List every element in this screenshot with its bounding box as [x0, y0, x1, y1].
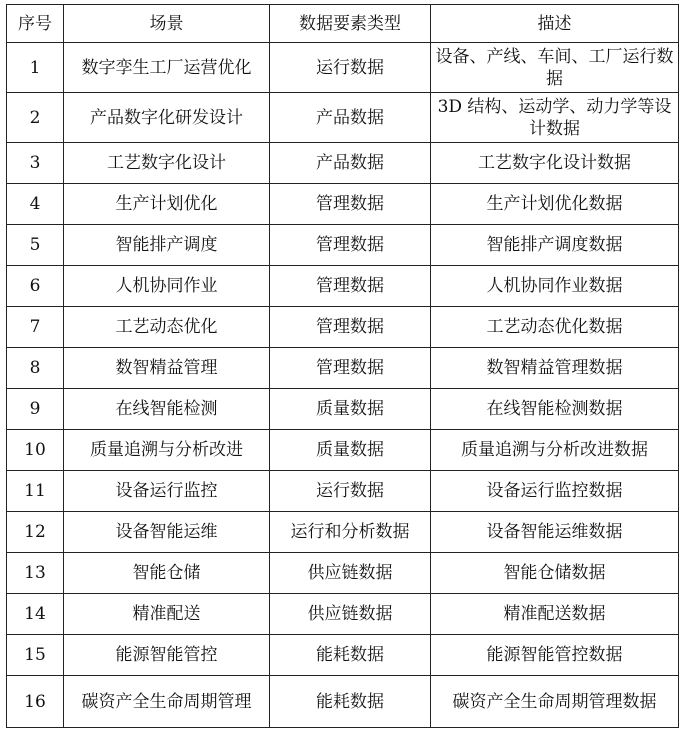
cell-desc: 质量追溯与分析改进数据 [431, 430, 679, 471]
cell-scene: 生产计划优化 [64, 184, 270, 225]
cell-no: 1 [7, 43, 64, 93]
cell-desc: 智能仓储数据 [431, 553, 679, 594]
cell-type: 管理数据 [270, 266, 431, 307]
cell-no: 10 [7, 430, 64, 471]
header-no: 序号 [7, 5, 64, 43]
cell-type: 能耗数据 [270, 676, 431, 728]
cell-type: 质量数据 [270, 389, 431, 430]
cell-desc: 生产计划优化数据 [431, 184, 679, 225]
cell-scene: 工艺数字化设计 [64, 143, 270, 184]
cell-desc: 工艺数字化设计数据 [431, 143, 679, 184]
cell-type: 能耗数据 [270, 635, 431, 676]
cell-no: 5 [7, 225, 64, 266]
cell-scene: 设备智能运维 [64, 512, 270, 553]
cell-type: 管理数据 [270, 225, 431, 266]
cell-type: 供应链数据 [270, 553, 431, 594]
cell-desc: 设备运行监控数据 [431, 471, 679, 512]
cell-scene: 数字孪生工厂运营优化 [64, 43, 270, 93]
cell-scene: 在线智能检测 [64, 389, 270, 430]
scenario-data-table [6, 4, 679, 728]
cell-scene: 产品数字化研发设计 [64, 93, 270, 143]
table-row [7, 594, 679, 635]
cell-desc: 3D 结构、运动学、动力学等设计数据 [431, 93, 679, 143]
cell-scene: 工艺动态优化 [64, 307, 270, 348]
cell-type: 运行和分析数据 [270, 512, 431, 553]
table-row [7, 471, 679, 512]
cell-scene: 智能仓储 [64, 553, 270, 594]
table-row [7, 225, 679, 266]
cell-type: 供应链数据 [270, 594, 431, 635]
cell-desc: 碳资产全生命周期管理数据 [431, 676, 679, 728]
table-row [7, 93, 679, 143]
cell-scene: 质量追溯与分析改进 [64, 430, 270, 471]
table-row [7, 676, 679, 728]
table-row [7, 266, 679, 307]
header-type: 数据要素类型 [270, 5, 431, 43]
cell-scene: 精准配送 [64, 594, 270, 635]
cell-no: 13 [7, 553, 64, 594]
cell-desc: 数智精益管理数据 [431, 348, 679, 389]
cell-no: 4 [7, 184, 64, 225]
cell-no: 16 [7, 676, 64, 728]
cell-scene: 人机协同作业 [64, 266, 270, 307]
cell-type: 管理数据 [270, 307, 431, 348]
cell-type: 运行数据 [270, 43, 431, 93]
cell-no: 12 [7, 512, 64, 553]
cell-no: 14 [7, 594, 64, 635]
cell-no: 7 [7, 307, 64, 348]
cell-desc: 智能排产调度数据 [431, 225, 679, 266]
cell-desc: 工艺动态优化数据 [431, 307, 679, 348]
table-row [7, 389, 679, 430]
cell-no: 11 [7, 471, 64, 512]
table-row [7, 430, 679, 471]
cell-desc: 能源智能管控数据 [431, 635, 679, 676]
cell-type: 管理数据 [270, 184, 431, 225]
cell-no: 6 [7, 266, 64, 307]
table-row [7, 635, 679, 676]
table-row [7, 184, 679, 225]
cell-scene: 碳资产全生命周期管理 [64, 676, 270, 728]
table-row [7, 143, 679, 184]
cell-no: 3 [7, 143, 64, 184]
cell-type: 运行数据 [270, 471, 431, 512]
table-row [7, 512, 679, 553]
cell-no: 9 [7, 389, 64, 430]
table-row [7, 348, 679, 389]
header-scene: 场景 [64, 5, 270, 43]
table-header-row [7, 5, 679, 43]
cell-no: 8 [7, 348, 64, 389]
cell-desc: 人机协同作业数据 [431, 266, 679, 307]
cell-type: 产品数据 [270, 143, 431, 184]
cell-scene: 数智精益管理 [64, 348, 270, 389]
cell-no: 15 [7, 635, 64, 676]
table-row [7, 307, 679, 348]
table-row [7, 553, 679, 594]
cell-desc: 设备智能运维数据 [431, 512, 679, 553]
header-desc: 描述 [431, 5, 679, 43]
cell-desc: 精准配送数据 [431, 594, 679, 635]
cell-desc: 在线智能检测数据 [431, 389, 679, 430]
cell-no: 2 [7, 93, 64, 143]
cell-scene: 能源智能管控 [64, 635, 270, 676]
cell-type: 管理数据 [270, 348, 431, 389]
cell-scene: 智能排产调度 [64, 225, 270, 266]
cell-scene: 设备运行监控 [64, 471, 270, 512]
table-row [7, 43, 679, 93]
cell-type: 产品数据 [270, 93, 431, 143]
cell-type: 质量数据 [270, 430, 431, 471]
cell-desc: 设备、产线、车间、工厂运行数据 [431, 43, 679, 93]
